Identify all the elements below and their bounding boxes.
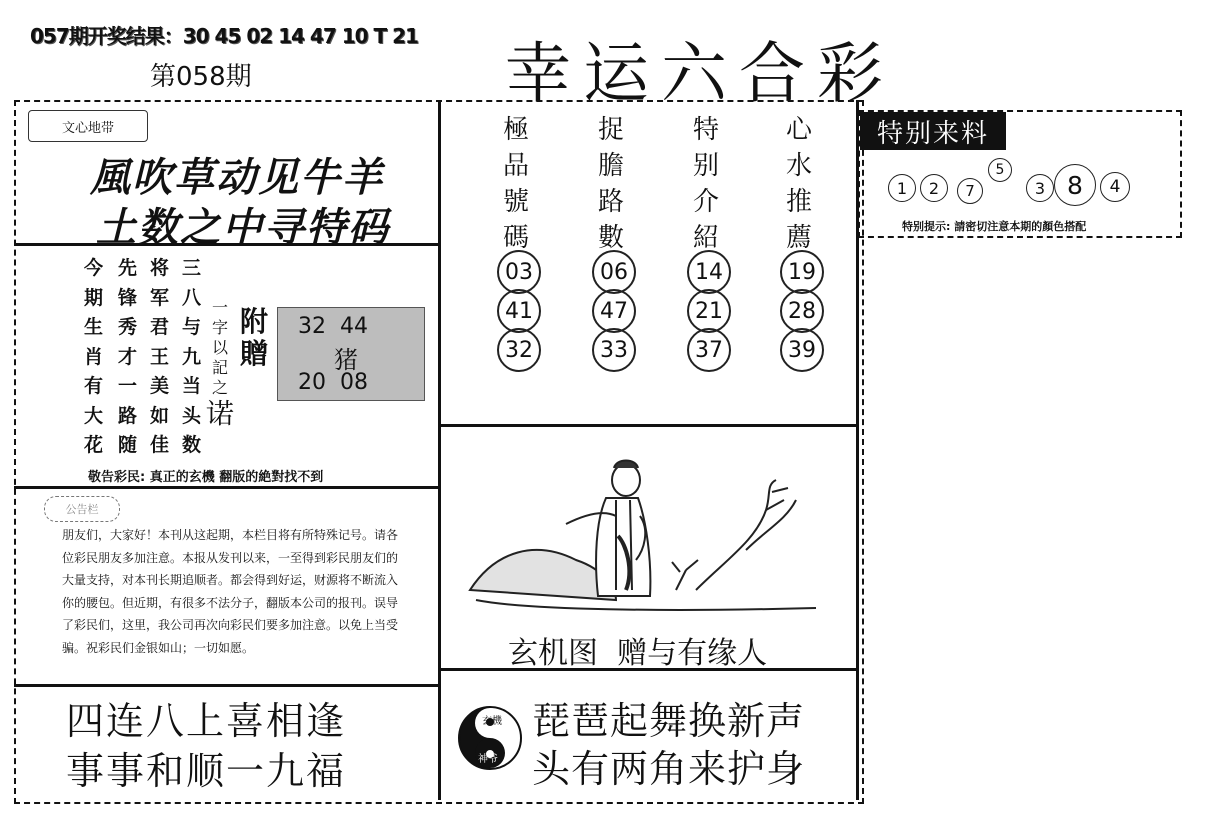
poem-char: 头 — [182, 404, 202, 427]
yin-yang-text-top: 玄機 — [482, 716, 502, 727]
column-header-char: 極 — [503, 115, 530, 145]
poem-char: 期 — [84, 286, 104, 309]
column-header — [786, 112, 812, 256]
column-header-char: 心 — [786, 115, 813, 145]
notice-tag — [44, 496, 120, 522]
number-ball: 37 — [687, 328, 731, 372]
number-ball: 21 — [687, 289, 731, 333]
special-number-ball: 7 — [957, 178, 983, 204]
number-ball: 39 — [780, 328, 824, 372]
warning-text: 敬告彩民: 真正的玄機 翻版的絶對找不到 — [88, 470, 324, 485]
poem-char: 大 — [84, 404, 104, 427]
column-header-char: 推 — [786, 187, 813, 217]
side-char: 诺 — [206, 397, 235, 430]
number-ball: 47 — [592, 289, 636, 333]
special-number-ball: 4 — [1100, 172, 1130, 202]
column-header-char: 捉 — [598, 115, 625, 145]
bonus-box-mid: 猪 — [334, 346, 358, 374]
illustration — [466, 440, 826, 626]
attach-char: 附 — [240, 305, 269, 338]
page-title: 幸运六合彩 — [505, 35, 895, 112]
left-bottom-line-2: 事事和顺一九福 — [66, 749, 347, 793]
column-header-char: 數 — [598, 223, 625, 253]
divider-left-3 — [14, 684, 438, 687]
section-tag-label: 文心地带 — [61, 120, 114, 136]
number-ball: 41 — [497, 289, 541, 333]
special-number-ball: 8 — [1054, 164, 1096, 206]
number-ball: 14 — [687, 250, 731, 294]
column-header-char: 水 — [786, 151, 813, 181]
notice-tag-label: 公告栏 — [65, 503, 99, 516]
side-char-item: 以 — [212, 338, 229, 357]
column-header-char: 碼 — [503, 223, 530, 253]
special-number-ball: 1 — [888, 174, 916, 202]
column-header-char: 别 — [693, 151, 720, 181]
number-ball: 03 — [497, 250, 541, 294]
poem-char: 生 — [84, 316, 104, 338]
poem-char: 有 — [84, 375, 104, 397]
column-header — [598, 112, 624, 256]
poem-char: 秀 — [118, 316, 138, 338]
side-char-item: 之 — [212, 378, 229, 397]
special-number-ball: 2 — [920, 174, 948, 202]
poem-char: 才 — [118, 345, 138, 368]
poem-char: 美 — [150, 375, 170, 397]
yin-yang-text-bottom: 神爷 — [478, 754, 498, 765]
poem-char: 锋 — [118, 286, 138, 309]
bonus-box — [277, 307, 425, 401]
poem-char: 佳 — [150, 434, 170, 456]
bonus-box-top: 32 44 — [298, 314, 368, 339]
column-header — [503, 112, 529, 256]
attach-label-chars — [240, 306, 268, 370]
special-tip: 特别提示: 請密切注意本期的顏色搭配 — [902, 220, 1087, 233]
side-text — [212, 298, 228, 398]
section-tag — [28, 110, 148, 142]
poem-line-2: 土数之中寻特码 — [96, 204, 390, 251]
poem-char: 花 — [84, 434, 104, 456]
mid-bottom-line-2: 头有两角来护身 — [532, 747, 806, 791]
poem-char: 八 — [182, 286, 202, 309]
column-header-char: 號 — [503, 187, 530, 217]
number-ball: 06 — [592, 250, 636, 294]
poem-line-1: 風吹草动见牛羊 — [90, 154, 384, 201]
poem-char: 与 — [182, 316, 202, 338]
column-header — [693, 112, 719, 256]
column-header-char: 薦 — [786, 223, 813, 253]
number-ball: 28 — [780, 289, 824, 333]
column-header-char: 介 — [693, 187, 720, 217]
side-char-item: 記 — [212, 358, 229, 377]
poem-char: 一 — [118, 375, 138, 397]
number-ball: 32 — [497, 328, 541, 372]
poem-char: 随 — [118, 434, 138, 456]
poem-char: 王 — [150, 345, 170, 368]
column-header-char: 紹 — [693, 223, 720, 253]
attach-label — [240, 306, 268, 370]
divider-left-2 — [14, 486, 438, 489]
notice-text: 朋友们，大家好！本刊从这起期，本栏目将有所特殊记号。请各位彩民朋友多加注意。本报从发刊以来，一至得到彩民朋友们的大量支持，对本刊长期追顺者。都会得到好运，财源将不断流入你的腰包。但近期，有很多不法分子，翻版本公司的报刊。误导了彩民们，这里，我公司再次向彩民们要多加注意。以免上当受骗。祝彩民们金银如山；一切如愿。 — [62, 528, 399, 655]
poem-column — [150, 254, 169, 461]
poem-char: 数 — [182, 434, 202, 456]
special-number-ball: 5 — [988, 158, 1012, 182]
number-ball: 33 — [592, 328, 636, 372]
poem-char: 今 — [84, 257, 104, 279]
poem-char: 将 — [150, 257, 170, 279]
column-header-char: 膽 — [598, 151, 625, 181]
side-char-item: 一 — [212, 298, 229, 317]
column-header-char: 特 — [693, 115, 720, 145]
mid-bottom-line-1: 琵琶起舞换新声 — [532, 699, 806, 743]
column-header-char: 路 — [598, 187, 625, 217]
poem-column — [182, 254, 201, 461]
column-header-char: 品 — [503, 151, 530, 181]
poem-column — [84, 254, 103, 461]
poem-char: 肖 — [84, 345, 104, 368]
illustration-caption: 玄机图 赠与有缘人 — [508, 636, 768, 671]
poem-char: 如 — [150, 404, 170, 427]
left-bottom-line-1: 四连八上喜相逢 — [66, 699, 347, 743]
special-number-ball: 3 — [1026, 174, 1054, 202]
issue-number: 第058期 — [150, 62, 252, 92]
poem-char: 路 — [118, 404, 138, 427]
number-ball: 19 — [780, 250, 824, 294]
poem-char: 当 — [182, 375, 202, 397]
attach-char: 贈 — [240, 337, 269, 370]
side-char-item: 字 — [212, 318, 229, 337]
divider-mid-1 — [440, 424, 858, 427]
side-text-chars — [212, 298, 228, 398]
bonus-box-bottom: 20 08 — [298, 370, 368, 395]
poem-char: 君 — [150, 316, 170, 338]
special-title: 特别来料 — [860, 112, 1006, 150]
poem-char: 九 — [182, 345, 202, 368]
poem-char: 三 — [182, 257, 202, 279]
poem-char: 先 — [118, 257, 138, 279]
poem-column — [118, 254, 137, 461]
poem-char: 军 — [150, 286, 170, 309]
divider-mid-right — [856, 100, 859, 800]
divider-left — [438, 100, 441, 800]
result-line: 057期开奖结果：30 45 02 14 47 10 T 21 — [30, 24, 418, 48]
